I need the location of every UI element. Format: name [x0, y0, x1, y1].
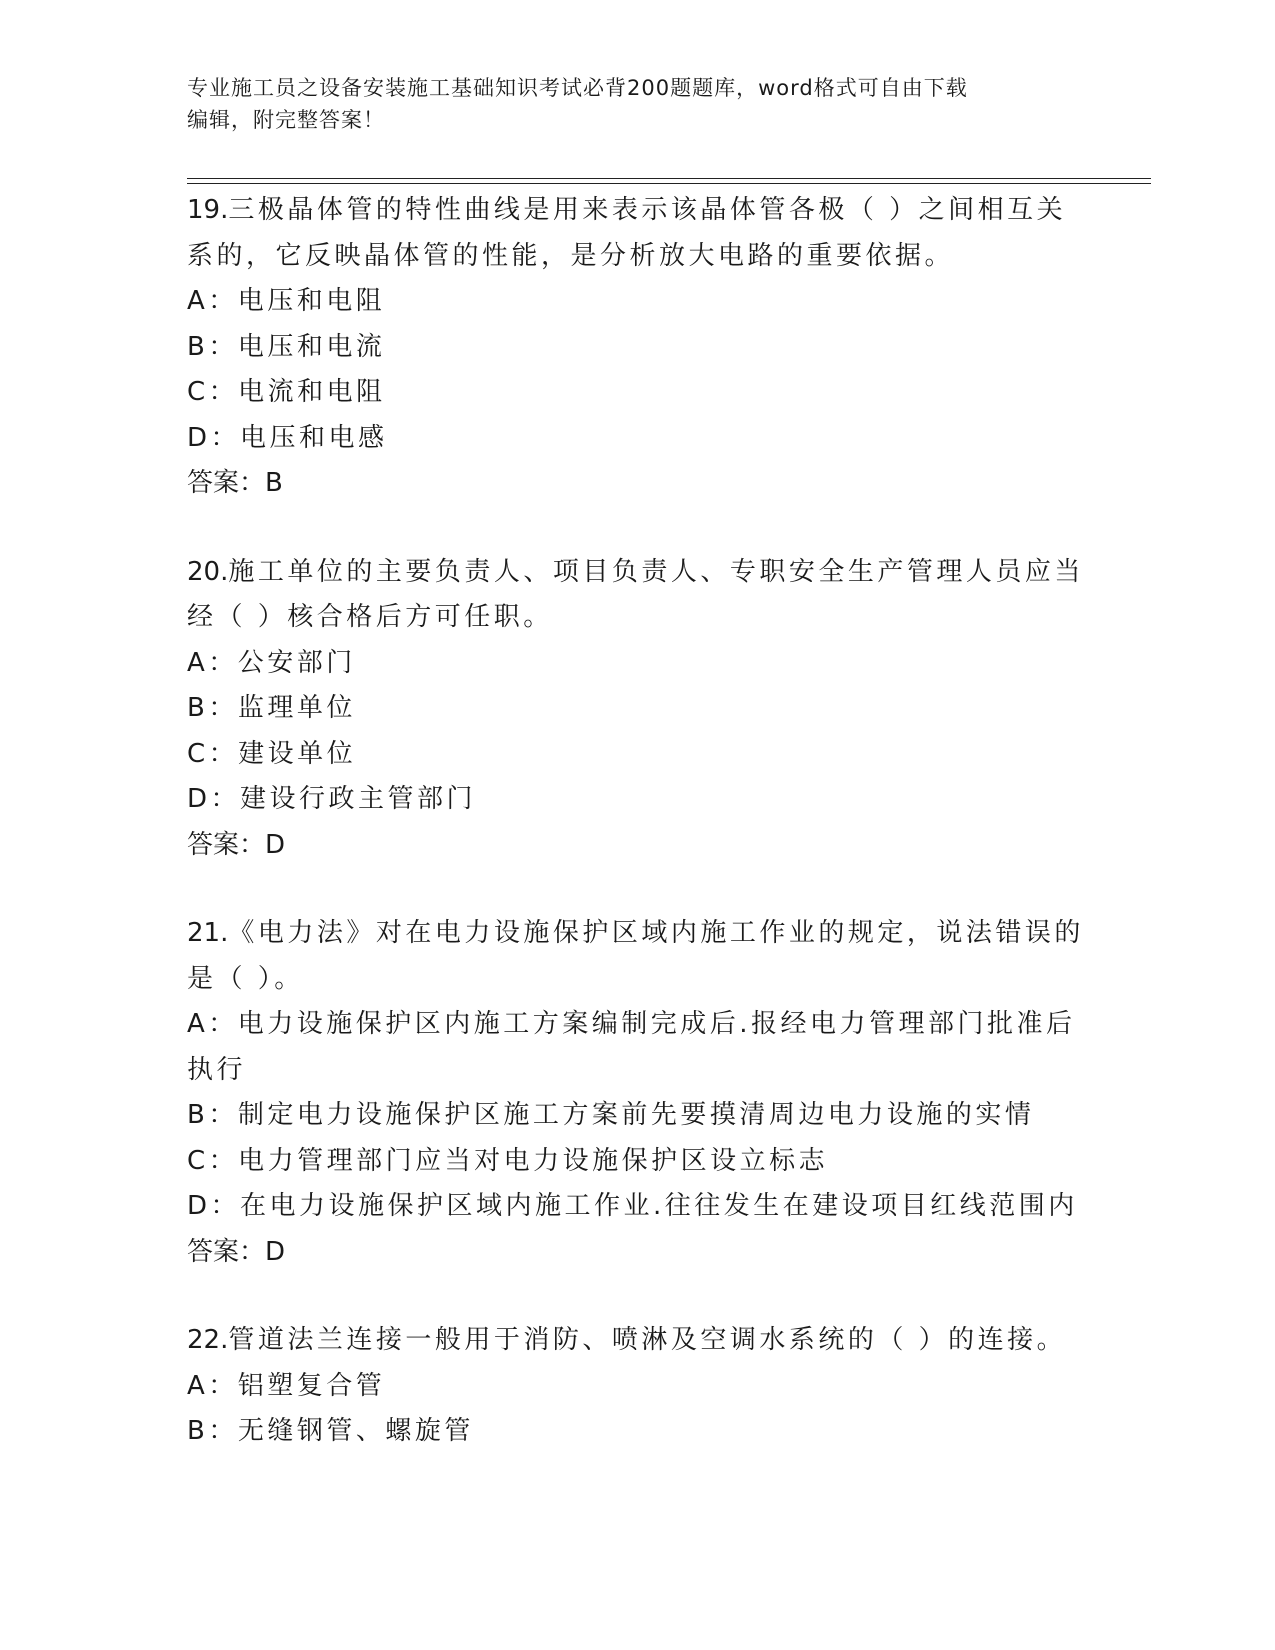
option-a: A：铝塑复合管 [187, 1370, 386, 1401]
option-b: B：监理单位 [187, 693, 356, 723]
question-22 [187, 1318, 1087, 1455]
question-20 [187, 550, 1087, 869]
question-number: 22. [187, 1325, 229, 1355]
option-a: A：电力设施保护区内施工方案编制完成后.报经电力管理部门批准后 [187, 1009, 1076, 1039]
question-text-continued: 经（ ）核合格后方可任职。 [187, 602, 553, 632]
option-a: A：电压和电阻 [187, 286, 386, 316]
option-d: D：建设行政主管部门 [187, 784, 477, 814]
option-c: C：电力管理部门应当对电力设施保护区设立标志 [187, 1145, 829, 1176]
question-stem [187, 550, 1087, 596]
question-text-continued: 是（ ）。 [187, 963, 304, 994]
answer: 答案：B [187, 468, 283, 498]
question-number: 21. [187, 918, 229, 948]
option-c: C：电流和电阻 [187, 377, 386, 407]
answer: 答案：D [187, 1236, 286, 1267]
question-stem [187, 188, 1087, 234]
question-text: 《电力法》对在电力设施保护区域内施工作业的规定，说法错误的 [228, 918, 1084, 948]
answer: 答案：D [187, 829, 286, 860]
question-number: 20. [187, 556, 229, 587]
question-stem [187, 911, 1087, 957]
option-a-continued: 执行 [187, 1054, 247, 1085]
option-d: D：电压和电感 [187, 422, 388, 453]
option-d: D：在电力设施保护区域内施工作业.往往发生在建设项目红线范围内 [187, 1191, 1078, 1221]
question-19 [187, 188, 1087, 507]
question-text: 三极晶体管的特性曲线是用来表示该晶体管各极（ ）之间相互关 [228, 195, 1067, 225]
question-21 [187, 911, 1087, 1275]
question-number: 19. [187, 195, 229, 225]
question-list [187, 188, 1087, 1498]
header-line-1: 专业施工员之设备安装施工基础知识考试必背200题题库，word格式可自由下载 [187, 76, 968, 100]
question-text: 施工单位的主要负责人、项目负责人、专职安全生产管理人员应当 [228, 556, 1084, 587]
question-text-continued: 系的，它反映晶体管的性能，是分析放大电路的重要依据。 [187, 240, 955, 271]
question-text: 管道法兰连接一般用于消防、喷淋及空调水系统的（ ）的连接。 [228, 1325, 1067, 1355]
header-divider-bottom [187, 183, 1151, 184]
question-stem [187, 1318, 1087, 1364]
option-a: A：公安部门 [187, 647, 356, 678]
option-b: B：电压和电流 [187, 331, 386, 362]
option-b: B：无缝钢管、螺旋管 [187, 1416, 474, 1446]
option-c: C：建设单位 [187, 738, 357, 769]
document-header [187, 72, 1087, 136]
option-b: B：制定电力设施保护区施工方案前先要摸清周边电力设施的实情 [187, 1100, 1035, 1130]
header-divider-top [187, 178, 1151, 179]
header-line-2: 编辑，附完整答案！ [187, 108, 385, 132]
